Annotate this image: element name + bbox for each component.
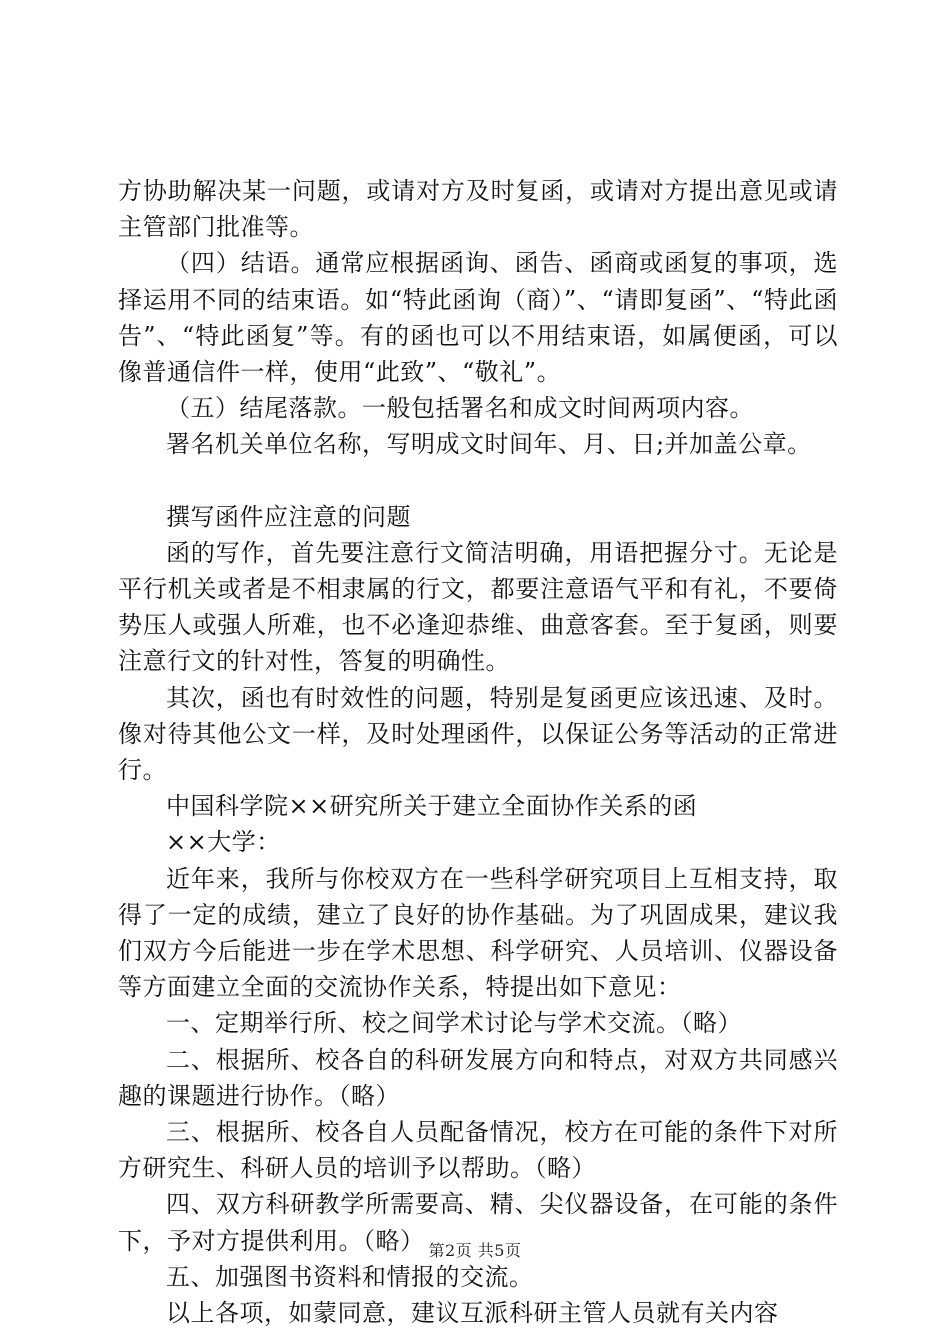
paragraph-closing-remarks: （四）结语。通常应根据函询、函告、函商或函复的事项，选择运用不同的结束语。如“特此函询（商）”、“请即复函”、“特此函告”、“特此函复”等。有的函也可以不用结束语，如属便函，可以像普通信件一样，使用“此致”、“敬礼”。 bbox=[118, 249, 838, 387]
paragraph-signature-section: （五）结尾落款。一般包括署名和成文时间两项内容。 bbox=[166, 394, 754, 423]
letter-salutation: ××大学： bbox=[166, 828, 281, 857]
blank-line bbox=[118, 463, 838, 499]
section-heading: 撰写函件应注意的问题 bbox=[166, 502, 411, 531]
letter-title: 中国科学院××研究所关于建立全面协作关系的函 bbox=[166, 792, 698, 821]
paragraph-signature-detail: 署名机关单位名称，写明成文时间年、月、日;并加盖公章。 bbox=[166, 430, 812, 459]
page-number-footer: 第2页 共5页 bbox=[428, 1241, 522, 1260]
letter-closing-partial: 以上各项，如蒙同意，建议互派科研主管人员就有关内容 bbox=[166, 1299, 779, 1328]
letter-item-3: 三、根据所、校各自人员配备情况，校方在可能的条件下对所方研究生、科研人员的培训予以帮助。（略） bbox=[118, 1118, 838, 1183]
letter-item-1: 一、定期举行所、校之间学术讨论与学术交流。（略） bbox=[166, 1009, 742, 1038]
letter-intro: 近年来，我所与你校双方在一些科学研究项目上互相支持，取得了一定的成绩，建立了良好的协作基础。为了巩固成果，建议我们双方今后能进一步在学术思想、科学研究、人员培训、仪器设备等方面建立全面的交流协作关系，特提出如下意见： bbox=[118, 864, 838, 1002]
letter-item-4: 四、双方科研教学所需要高、精、尖仪器设备，在可能的条件下，予对方提供利用。（略） bbox=[118, 1190, 838, 1255]
paragraph-timeliness: 其次，函也有时效性的问题，特别是复函更应该迅速、及时。像对待其他公文一样，及时处理函件，以保证公务等活动的正常进行。 bbox=[118, 683, 838, 785]
paragraph-writing-notes: 函的写作，首先要注意行文简洁明确，用语把握分寸。无论是平行机关或者是不相隶属的行文，都要注意语气平和有礼，不要倚势压人或强人所难，也不必逢迎恭维、曲意客套。至于复函，则要注意行文的针对性，答复的明确性。 bbox=[118, 538, 838, 676]
paragraph-1: 方协助解决某一问题，或请对方及时复函，或请对方提出意见或请主管部门批准等。 bbox=[118, 177, 838, 242]
letter-item-2: 二、根据所、校各自的科研发展方向和特点，对双方共同感兴趣的课题进行协作。（略） bbox=[118, 1045, 838, 1110]
document-body bbox=[118, 173, 838, 1331]
letter-item-5: 五、加强图书资料和情报的交流。 bbox=[166, 1262, 534, 1291]
